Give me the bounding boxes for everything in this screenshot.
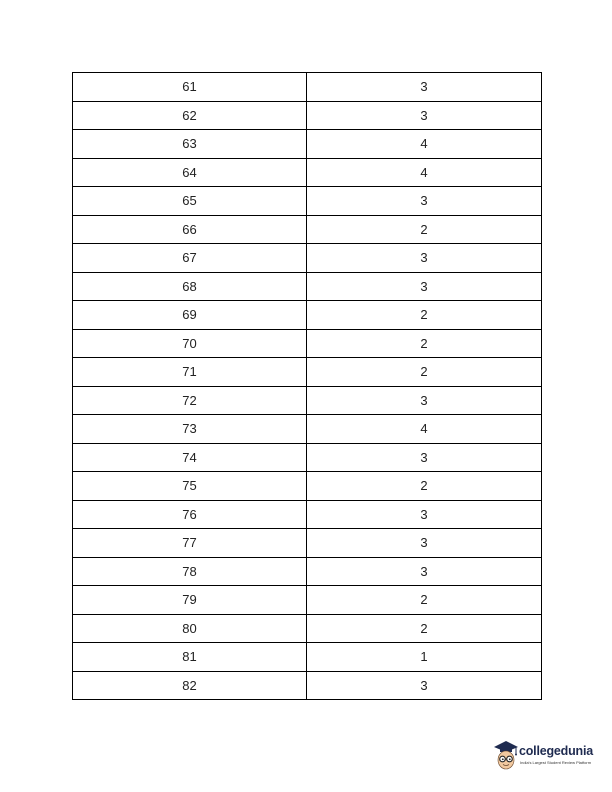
question-number-cell: 74: [73, 443, 307, 472]
answer-cell: 3: [307, 101, 542, 130]
question-number-cell: 80: [73, 614, 307, 643]
question-number-cell: 71: [73, 358, 307, 387]
table-row: [73, 614, 542, 643]
answer-cell: 2: [307, 329, 542, 358]
logo-tagline: India's Largest Student Review Platform: [520, 760, 592, 765]
answer-cell: 3: [307, 529, 542, 558]
question-number-cell: 62: [73, 101, 307, 130]
table-row: [73, 158, 542, 187]
table-row: [73, 358, 542, 387]
table-row: [73, 500, 542, 529]
answer-cell: 4: [307, 158, 542, 187]
graduate-mascot-icon: [492, 738, 520, 772]
answer-cell: 1: [307, 643, 542, 672]
answer-cell: 3: [307, 244, 542, 273]
question-number-cell: 72: [73, 386, 307, 415]
table-row: [73, 529, 542, 558]
table-row: [73, 215, 542, 244]
answer-cell: 3: [307, 443, 542, 472]
question-number-cell: 70: [73, 329, 307, 358]
question-number-cell: 61: [73, 73, 307, 102]
table-row: [73, 244, 542, 273]
table-row: [73, 415, 542, 444]
answer-cell: 3: [307, 671, 542, 700]
question-number-cell: 81: [73, 643, 307, 672]
answer-cell: 4: [307, 415, 542, 444]
question-number-cell: 63: [73, 130, 307, 159]
answer-cell: 4: [307, 130, 542, 159]
table-row: [73, 329, 542, 358]
question-number-cell: 78: [73, 557, 307, 586]
answer-cell: 2: [307, 472, 542, 501]
question-number-cell: 82: [73, 671, 307, 700]
question-number-cell: 77: [73, 529, 307, 558]
table-row: [73, 472, 542, 501]
table-row: [73, 301, 542, 330]
question-number-cell: 75: [73, 472, 307, 501]
table-row: [73, 130, 542, 159]
table-row: [73, 671, 542, 700]
question-number-cell: 64: [73, 158, 307, 187]
table-row: [73, 557, 542, 586]
table-row: [73, 443, 542, 472]
answer-cell: 3: [307, 187, 542, 216]
answer-cell: 2: [307, 614, 542, 643]
answer-cell: 2: [307, 358, 542, 387]
question-number-cell: 73: [73, 415, 307, 444]
question-number-cell: 67: [73, 244, 307, 273]
question-number-cell: 68: [73, 272, 307, 301]
table-row: [73, 101, 542, 130]
table-row: [73, 386, 542, 415]
table-row: [73, 187, 542, 216]
collegedunia-logo: [492, 738, 612, 778]
answer-cell: 2: [307, 586, 542, 615]
answer-cell: 2: [307, 301, 542, 330]
question-number-cell: 66: [73, 215, 307, 244]
answer-cell: 3: [307, 386, 542, 415]
table-row: [73, 272, 542, 301]
answer-cell: 3: [307, 73, 542, 102]
table-row: [73, 643, 542, 672]
table-row: [73, 73, 542, 102]
answer-cell: 3: [307, 500, 542, 529]
question-number-cell: 69: [73, 301, 307, 330]
question-number-cell: 79: [73, 586, 307, 615]
table-row: [73, 586, 542, 615]
question-number-cell: 65: [73, 187, 307, 216]
answer-cell: 2: [307, 215, 542, 244]
question-number-cell: 76: [73, 500, 307, 529]
answer-cell: 3: [307, 272, 542, 301]
answer-key-table: [72, 72, 542, 700]
answer-cell: 3: [307, 557, 542, 586]
answer-key-table-body: [73, 73, 542, 700]
logo-wordmark: collegedunia: [519, 744, 594, 758]
